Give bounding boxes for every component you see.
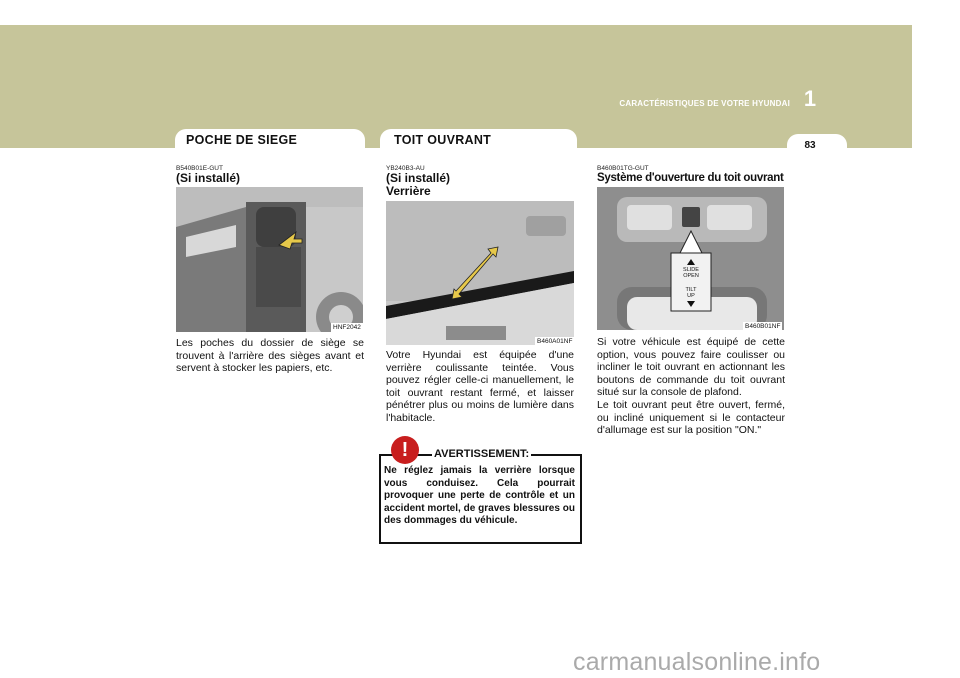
photo-seat-pocket [176, 187, 363, 332]
section-title-seat-pocket: POCHE DE SIEGE [186, 133, 298, 147]
code-sunroof-switch: B460B01TG-GUT [597, 165, 649, 172]
heading-sunroof-switch: Système d'ouverture du toit ouvrant [597, 172, 784, 184]
photo-code-seat-pocket: HNF2042 [333, 324, 361, 331]
code-sunroof: YB240B3-AU [386, 165, 425, 172]
svg-text:UP: UP [687, 293, 695, 299]
warning-title: AVERTISSEMENT: [434, 448, 530, 460]
code-seat-pocket: B540B01E-GUT [176, 165, 223, 172]
body-sunroof-switch-p2: Le toit ouvrant peut être ouvert, fermé, ou incliné uniquement si le contacteur d'allumage est sur la position "ON." [597, 399, 785, 437]
chapter-title: CARACTÉRISTIQUES DE VOTRE HYUNDAI [619, 99, 790, 108]
body-sunroof-switch-p1: Si votre véhicule est équipé de cette option, vous pouvez faire coulisser ou incliner le toit ouvrant en actionnant les boutons de commande du toit ouvrant situé sur la console de plafond. [597, 336, 785, 399]
watermark: carmanualsonline.info [573, 648, 821, 676]
section-title-sunroof: TOIT OUVRANT [394, 133, 492, 147]
photo-code-sunroof-switch: B460B01NF [745, 323, 781, 330]
svg-text:OPEN: OPEN [683, 273, 699, 279]
switch-slide-label: SLIDE [683, 267, 699, 273]
body-sunroof: Votre Hyundai est équipée d'une verrière coulissante teintée. Vous pouvez régler celle-ci manuellement, le toit ouvrant restant fermé, et laisser pénétrer plus ou moins de lumière dans l'habitacle. [386, 349, 574, 424]
body-seat-pocket: Les poches du dossier de siège se trouvent à l'arrière des sièges avant et servent à stocker les papiers, etc. [176, 337, 364, 375]
chapter-number: 1 [803, 86, 817, 111]
switch-tilt-label: TILT [685, 287, 697, 293]
heading-sunroof-line1: (Si installé) [386, 171, 451, 185]
photo-sunroof [386, 201, 574, 345]
photo-code-sunroof: B460A01NF [537, 338, 573, 345]
warning-text: Ne réglez jamais la verrière lorsque vous conduisez. Cela pourrait provoquer une perte de contrôle et un accident mortel, de graves blessures ou des dommages du véhicule. [384, 465, 575, 527]
warning-exclamation-icon: ! [391, 436, 419, 464]
heading-seat-pocket: (Si installé) [176, 171, 241, 185]
heading-sunroof-line2: Verrière [386, 184, 431, 198]
page-number: 83 [804, 140, 816, 151]
photo-sunroof-switch [597, 187, 784, 330]
